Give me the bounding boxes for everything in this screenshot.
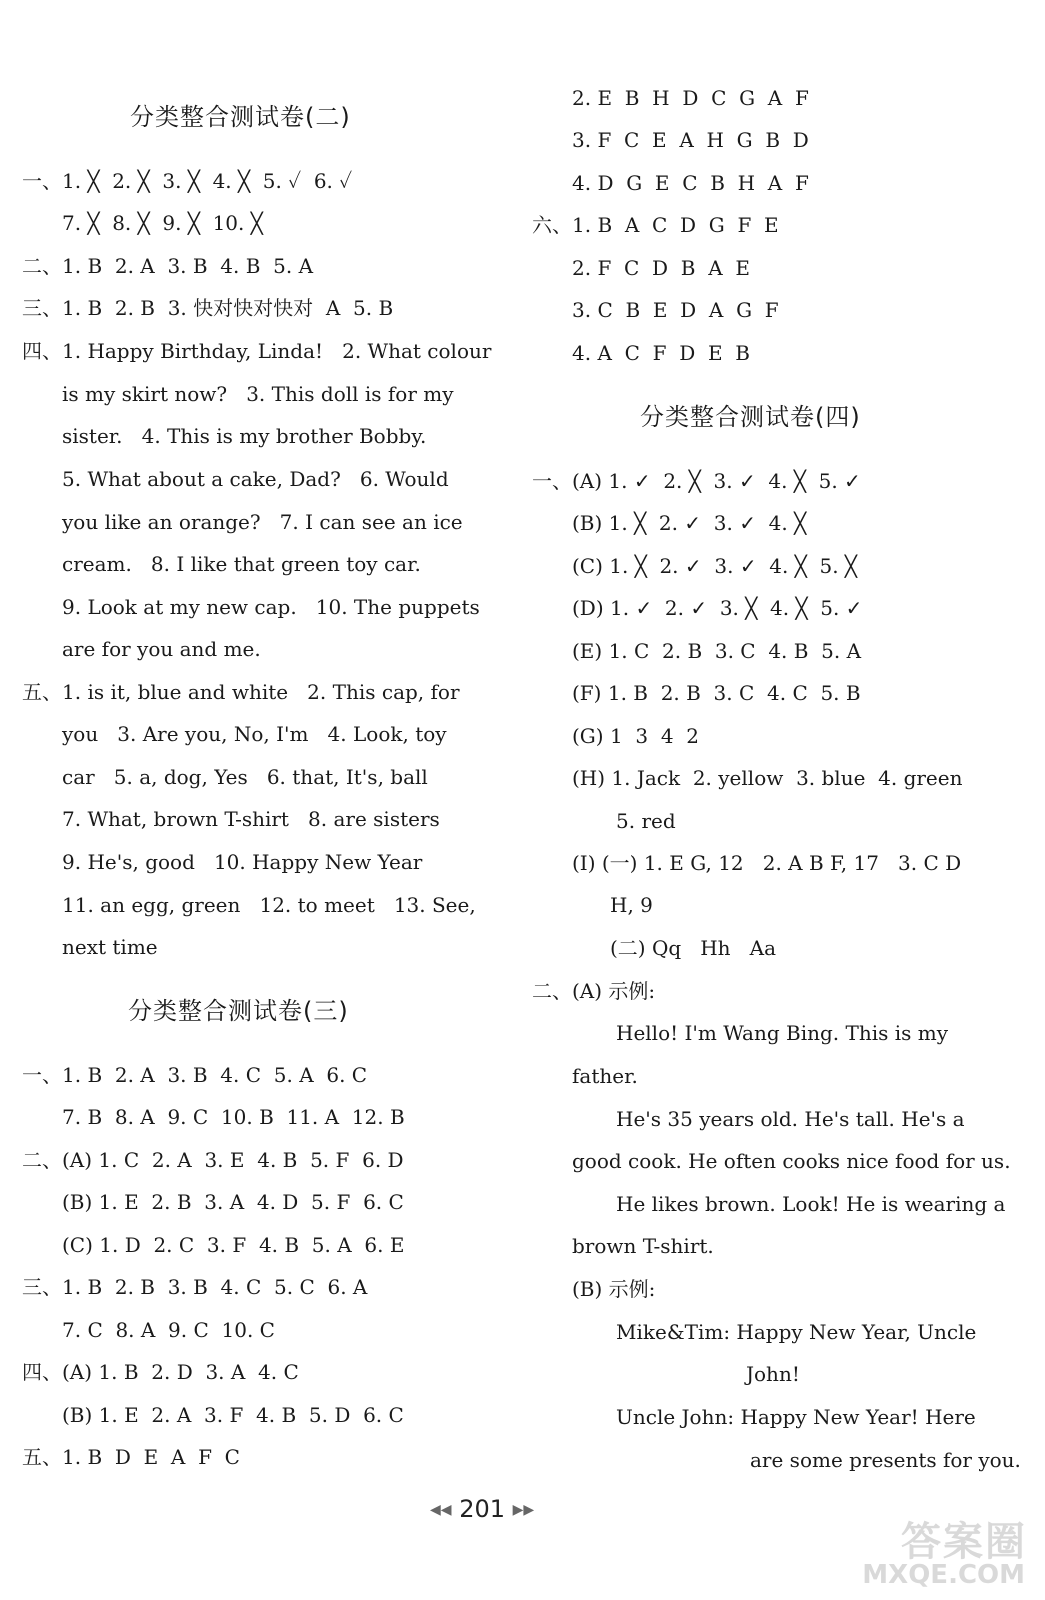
answer-line: 3. F C E A H G B D [572,128,809,152]
answer-line: 三、1. B 2. B 3. 快对快对快对 A 5. B [22,296,394,320]
answer-line: 二、1. B 2. A 3. B 4. B 5. A [22,254,314,278]
answer-line: (B) 1. ╳ 2. ✓ 3. ✓ 4. ╳ [572,511,807,535]
sample-text: He likes brown. Look! He is wearing a [616,1192,1006,1216]
section-title: 分类整合测试卷(二) [130,103,351,131]
answer-line: cream. 8. I like that green toy car. [62,552,421,576]
answer-line: (I) (一) 1. E G, 12 2. A B F, 17 3. C D [572,851,962,875]
sample-text: He's 35 years old. He's tall. He's a [616,1107,965,1131]
answer-line: H, 9 [610,893,653,917]
answer-line: 2. E B H D C G A F [572,86,809,110]
answer-line: 三、1. B 2. B 3. B 4. C 5. C 6. A [22,1275,368,1299]
sample-text: are some presents for you. [750,1448,1021,1472]
sample-text: Mike&Tim: Happy New Year, Uncle [616,1320,977,1344]
answer-line: 四、1. Happy Birthday, Linda! 2. What colour [22,339,492,363]
sample-text: John! [746,1362,800,1386]
page-number: 201 [459,1495,505,1523]
answer-line: 一、1. ╳ 2. ╳ 3. ╳ 4. ╳ 5. ✓ 6. ✓ [22,169,353,193]
answer-line: (G) 1 3 4 2 [572,724,699,748]
answer-line: (二) Qq Hh Aa [610,936,776,960]
page-footer [430,1494,534,1525]
sample-text: good cook. He often cooks nice food for us. [572,1149,1011,1173]
answer-line: 4. D G E C B H A F [572,171,809,195]
answer-line: 二、(A) 1. C 2. A 3. E 4. B 5. F 6. D [22,1148,404,1172]
sample-text: Uncle John: Happy New Year! Here [616,1405,976,1429]
answer-line: (B) 1. E 2. A 3. F 4. B 5. D 6. C [62,1403,404,1427]
answer-line: 五、1. is it, blue and white 2. This cap, for [22,680,460,704]
answer-line: is my skirt now? 3. This doll is for my [62,382,454,406]
section-title: 分类整合测试卷(四) [640,403,861,431]
answer-line: sister. 4. This is my brother Bobby. [62,424,427,448]
answer-line: 7. C 8. A 9. C 10. C [62,1318,275,1342]
answer-line: 五、1. B D E A F C [22,1445,240,1469]
watermark-url: MXQE.COM [862,1560,1025,1590]
answer-line: (C) 1. ╳ 2. ✓ 3. ✓ 4. ╳ 5. ╳ [572,554,857,578]
answer-line: 5. What about a cake, Dad? 6. Would [62,467,449,491]
answer-line: (H) 1. Jack 2. yellow 3. blue 4. green [572,766,963,790]
answer-line: 9. He's, good 10. Happy New Year [62,850,423,874]
answer-line: (F) 1. B 2. B 3. C 4. C 5. B [572,681,861,705]
answer-line: (E) 1. C 2. B 3. C 4. B 5. A [572,639,862,663]
answer-line: you like an orange? 7. I can see an ice [62,510,463,534]
answer-line: 9. Look at my new cap. 10. The puppets [62,595,480,619]
prev-arrows-icon: ◀◀ [430,1502,452,1518]
answer-line: next time [62,935,158,959]
answer-line: 7. ╳ 8. ╳ 9. ╳ 10. ╳ [62,211,263,235]
answer-line: you 3. Are you, No, I'm 4. Look, toy [62,722,447,746]
answer-line: 一、(A) 1. ✓ 2. ╳ 3. ✓ 4. ╳ 5. ✓ [532,469,861,493]
next-arrows-icon: ▶▶ [512,1502,535,1518]
answer-line: car 5. a, dog, Yes 6. that, It's, ball [62,765,428,789]
section-title: 分类整合测试卷(三) [128,997,349,1025]
watermark-logo: 答案圈 [901,1519,1027,1565]
answer-line: 四、(A) 1. B 2. D 3. A 4. C [22,1360,299,1384]
answer-line: (D) 1. ✓ 2. ✓ 3. ╳ 4. ╳ 5. ✓ [572,596,863,620]
answer-line: 2. F C D B A E [572,256,750,280]
answer-line: 7. B 8. A 9. C 10. B 11. A 12. B [62,1105,405,1129]
sample-text: Hello! I'm Wang Bing. This is my [616,1021,949,1045]
answer-line: 11. an egg, green 12. to meet 13. See, [62,893,476,917]
answer-line: (B) 1. E 2. B 3. A 4. D 5. F 6. C [62,1190,404,1214]
sample-text: brown T-shirt. [572,1234,714,1258]
answer-line: (C) 1. D 2. C 3. F 4. B 5. A 6. E [62,1233,405,1257]
answer-line: 3. C B E D A G F [572,298,779,322]
answer-line: 7. What, brown T-shirt 8. are sisters [62,807,440,831]
answer-line: 六、1. B A C D G F E [532,213,779,237]
answer-line: 二、(A) 示例: [532,979,656,1003]
answer-line: (B) 示例: [572,1277,656,1301]
answer-line: 一、1. B 2. A 3. B 4. C 5. A 6. C [22,1063,368,1087]
answer-line: are for you and me. [62,637,261,661]
answer-line: 5. red [616,809,676,833]
answer-line: 4. A C F D E B [572,341,750,365]
sample-text: father. [572,1064,638,1088]
